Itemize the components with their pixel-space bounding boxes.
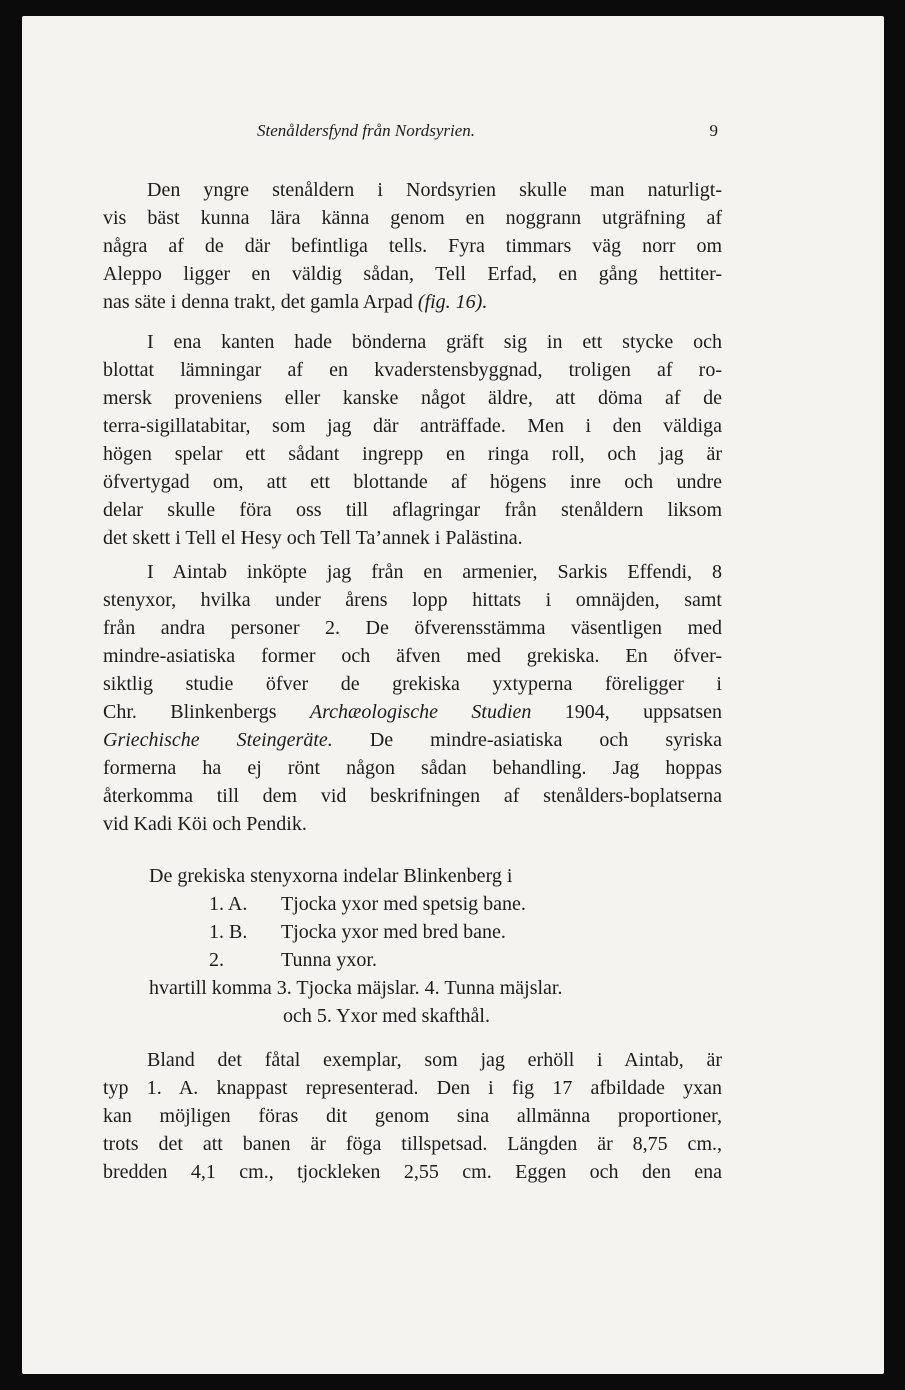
text-line: återkomma till dem vid beskrifningen af stenålders-boplatserna xyxy=(103,785,722,807)
list-item-number: 1. B. xyxy=(209,921,248,943)
classification-list xyxy=(103,862,722,1030)
list-tail: hvartill komma 3. Tjocka mäjslar. 4. Tunna mäjslar. xyxy=(149,977,563,999)
text-span: De mindre-asiatiska och syriska xyxy=(332,729,722,751)
running-title: Stenåldersfynd från Nordsyrien. xyxy=(257,121,475,140)
list-item-text: Tjocka yxor med spetsig bane. xyxy=(281,893,526,915)
text-span: nas säte i denna trakt, det gamla Arpad xyxy=(103,291,418,313)
paragraph-3 xyxy=(103,558,722,838)
paragraph-4 xyxy=(103,1046,722,1186)
text-line: trots det att banen är föga tillspetsad. Längden är 8,75 cm., xyxy=(103,1133,722,1155)
text-line: från andra personer 2. De öfverensstämma väsentligen med xyxy=(103,617,722,639)
text-line: kan möjligen föras dit genom sina allmänna proportioner, xyxy=(103,1105,722,1127)
list-item-text: Tjocka yxor med bred bane. xyxy=(281,921,506,943)
text-line: det skett i Tell el Hesy och Tell Ta’annek i Palästina. xyxy=(103,527,523,549)
text-line: delar skulle föra oss till aflagringar från stenåldern liksom xyxy=(103,499,722,521)
text-line: blottat lämningar af en kvaderstensbyggnad, troligen af ro- xyxy=(103,359,722,381)
figure-reference: (fig. 16). xyxy=(417,291,488,313)
list-intro xyxy=(103,862,722,890)
text-line: vis bäst kunna lära känna genom en noggrann utgräfning af xyxy=(103,207,722,229)
list-item-text: Tunna yxor. xyxy=(281,949,377,971)
running-header xyxy=(103,121,722,143)
list-item xyxy=(103,946,722,974)
article-title: Griechische Steingeräte. xyxy=(103,729,333,751)
list-intro-text: De grekiska stenyxorna indelar Blinkenberg i xyxy=(149,865,513,887)
text-line: formerna ha ej rönt någon sådan behandling. Jag hoppas xyxy=(103,757,722,779)
text-span: 1904, uppsatsen xyxy=(531,701,722,723)
list-tail: och 5. Yxor med skafthål. xyxy=(283,1005,490,1027)
text-line: mersk proveniens eller kanske något äldre, att döma af de xyxy=(103,387,722,409)
text-line: I Aintab inköpte jag från en armenier, Sarkis Effendi, 8 xyxy=(147,561,722,583)
text-line: bredden 4,1 cm., tjockleken 2,55 cm. Eggen och den ena xyxy=(103,1161,722,1183)
text-span: Chr. Blinkenbergs xyxy=(103,701,310,723)
text-line xyxy=(103,698,722,726)
text-line: högen spelar ett sådant ingrepp en ringa roll, och jag är xyxy=(103,443,722,465)
list-item-number: 1. A. xyxy=(209,893,248,915)
text-line: Aleppo ligger en väldig sådan, Tell Erfad, en gång hettiter- xyxy=(103,263,722,285)
text-line xyxy=(103,288,722,316)
text-line: några af de där befintliga tells. Fyra timmars väg norr om xyxy=(103,235,722,257)
text-line: mindre-asiatiska former och äfven med grekiska. En öfver- xyxy=(103,645,722,667)
paragraph-1 xyxy=(103,176,722,316)
book-title: Archæologische Studien xyxy=(309,701,532,723)
list-item-number: 2. xyxy=(209,949,224,971)
text-line: terra-sigillatabitar, som jag där anträffade. Men i den väldiga xyxy=(103,415,722,437)
paragraph-2 xyxy=(103,328,722,552)
text-line: öfvertygad om, att ett blottande af högens inre och undre xyxy=(103,471,722,493)
text-line: siktlig studie öfver de grekiska yxtyperna föreligger i xyxy=(103,673,722,695)
list-item xyxy=(103,918,722,946)
text-line: typ 1. A. knappast representerad. Den i fig 17 afbildade yxan xyxy=(103,1077,722,1099)
text-line: Den yngre stenåldern i Nordsyrien skulle man naturligt- xyxy=(147,179,722,201)
text-line xyxy=(103,726,722,754)
book-page xyxy=(22,16,884,1374)
page-number: 9 xyxy=(709,121,718,140)
list-item xyxy=(103,890,722,918)
text-line: Bland det fåtal exemplar, som jag erhöll i Aintab, är xyxy=(147,1049,722,1071)
text-line: stenyxor, hvilka under årens lopp hittats i omnäjden, samt xyxy=(103,589,722,611)
text-line: vid Kadi Köi och Pendik. xyxy=(103,813,307,835)
text-line: I ena kanten hade bönderna gräft sig in ett stycke och xyxy=(147,331,722,353)
